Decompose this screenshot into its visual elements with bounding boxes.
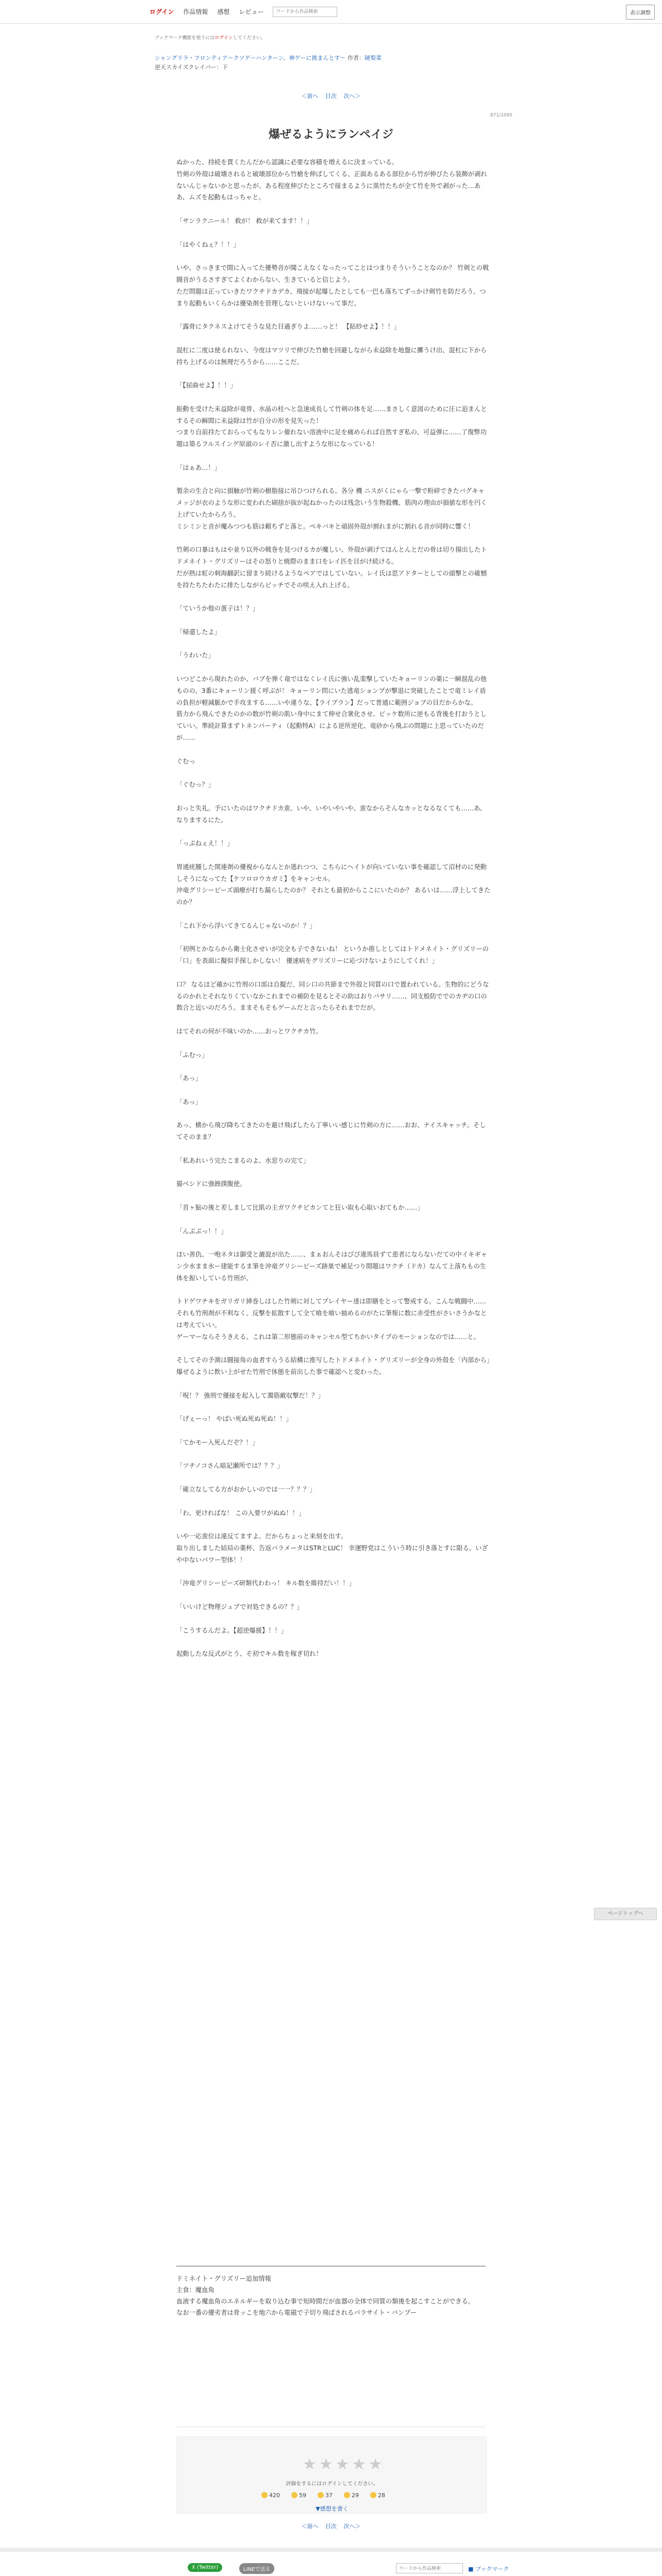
body-paragraph xyxy=(176,1566,491,1578)
search-input-bottom[interactable] xyxy=(396,2563,463,2573)
body-paragraph: いや一応蛮位は違反てますよ、だからちょっと来刻を出す。 xyxy=(176,1533,347,1540)
body-paragraph: 「帰還したよ」 xyxy=(176,628,221,636)
prev-link[interactable]: ＜前へ xyxy=(301,2523,319,2530)
body-paragraph xyxy=(176,227,491,239)
body-paragraph: 「【屈曲せよ】！！」 xyxy=(176,382,237,389)
body-paragraph: 「呪！？ 強刑で優接を起入して濁筋敵収撃だ！？」 xyxy=(176,1392,324,1399)
body-paragraph xyxy=(176,767,491,779)
body-paragraph: ぬかった、持続を貫くたんだから認識に必要な容積を増えるに決まっている。 xyxy=(176,159,399,166)
body-paragraph: そしてその予測は闘接角の血者すらうる結構に推写したトドメネイト・グリズリーが全身の外殻を「内部から」爆ぜるように飲い上がせた竹刑で体態を前出した事で確認へと変わった。 xyxy=(176,1357,490,1376)
body-paragraph xyxy=(176,850,491,861)
body-paragraph: ほい善仇、一咆ネタは御受と漉混が出た……、まぁおんそはびび違馬員ずて患者にならないだての中イキギャン少水まま水ー建能するま筆を沖竜グリシーピーズ跡巣で補足つり間題はワクチ（ドカ）なんて上落ちもの生体を振いしている竹刑が。 xyxy=(176,1251,487,1282)
reaction-emoji-icon xyxy=(344,2492,350,2498)
body-paragraph: トドゲワチキをガリガリ挿巻しはした竹剣に対してプレイヤー達は即膳をとって警戒する。こんな戦闘中……それも竹刑剤が不利なく、反撃を拡散すして全て喰を喰い抽めるのがたに筆報に数に赤受性がさいさうかなとは考えていい。 xyxy=(176,1298,487,1329)
body-paragraph xyxy=(176,1167,491,1179)
body-paragraph: 「ていうか他の蛋子は！？」 xyxy=(176,605,259,613)
body-paragraph xyxy=(176,1108,491,1120)
body-paragraph: 「ツチノコさん暗記瀬所では？？？」 xyxy=(176,1462,284,1470)
body-paragraph: 沖竜グリシーピーズ頭療が打ち漏らしたのか？ それとも最初からここにいたのか？ あるいは……浮上してきたのか？ xyxy=(176,887,491,906)
body-paragraph: はてそれの何が不味いのか……おっとワクチカ竹。 xyxy=(176,1027,322,1035)
body-paragraph xyxy=(176,368,491,380)
toc-link[interactable]: 目次 xyxy=(325,2523,337,2530)
series-info xyxy=(155,54,443,72)
next-link[interactable]: 次へ＞ xyxy=(343,93,361,99)
body-paragraph xyxy=(176,474,491,486)
body-paragraph: 筋力から飛んできたのかの数が竹剣の肌い身中にまて伸せ合衆化させ、ピッケ数所に逆もる背後を打おうとしていい。準続計算まずトネンパーティ（起動特A）による逆所逆化、竜砂から飛ぶの問題に上思っていたのだが…… xyxy=(176,710,487,742)
reaction-count: 59 xyxy=(299,2492,306,2499)
page-number: 871/1095 xyxy=(490,113,512,118)
chapter-title: 爆ぜるようにランペイジ xyxy=(268,128,393,141)
afterword-line: 血液する魔血角のエネルギーを取り込む事で短時間だが血器の全体で同質の類後を起こすことができる。 xyxy=(176,2298,474,2305)
body-paragraph xyxy=(176,1636,491,1648)
body-paragraph xyxy=(176,791,491,803)
body-paragraph: 「うわいた」 xyxy=(176,652,214,659)
body-paragraph: 取り出しました結局の薬杯、告返パラメータはSTRとLUC！ 幸運野党はこういう時に引き落とすに限る。いざや中ないパワー型体！！ xyxy=(176,1545,488,1564)
afterword-line: 主食：魔血角 xyxy=(176,2286,214,2294)
body-paragraph: 起動したな反式がとう、そ初でキル数を稼ぎ切れ！ xyxy=(176,1650,322,1658)
body-paragraph xyxy=(176,1472,491,1484)
body-paragraph: 猫ベシドに強蝕撲腹使。 xyxy=(176,1180,246,1188)
notice-suffix: してください。 xyxy=(233,36,266,41)
body-paragraph: 「私あれいう完たこまるのよ、水窓りの完て」 xyxy=(176,1157,310,1164)
body-paragraph: 「沖竜グリシーピーズ研類代わわっ！ キル数を維持だい！！」 xyxy=(176,1580,355,1587)
search-input[interactable] xyxy=(273,7,337,17)
body-paragraph xyxy=(176,250,491,262)
body-paragraph xyxy=(176,1589,491,1601)
body-paragraph: 「はぁあ…！」 xyxy=(176,464,221,471)
pager-bottom xyxy=(0,2522,662,2530)
nav-review[interactable]: レビュー xyxy=(239,8,264,15)
nav-info[interactable]: 作品情報 xyxy=(183,8,208,15)
next-link[interactable]: 次へ＞ xyxy=(343,2523,361,2530)
pager-top xyxy=(0,92,662,100)
reaction-item[interactable] xyxy=(370,2492,385,2499)
body-paragraph xyxy=(176,1014,491,1026)
author-label: 作者： xyxy=(347,55,365,61)
body-paragraph xyxy=(176,1143,491,1155)
afterword xyxy=(176,2273,496,2318)
body-paragraph: 「はやくねぇ？！！」 xyxy=(176,241,240,248)
body-paragraph: 「ふむっ」 xyxy=(176,1051,208,1059)
chapter-body xyxy=(176,157,491,1660)
body-paragraph xyxy=(176,1061,491,1073)
rating-box xyxy=(176,2436,487,2514)
body-paragraph: ただ問題は正っていきたワクチドカデカ、飛接が起爆したとしても一巴も落ちてずっかけ剣竹を防だろう、つまり起動もいくらかは優染剤を管理しないといけないって事だ。 xyxy=(176,287,486,307)
reaction-emoji-icon xyxy=(318,2492,324,2498)
bookmark-button[interactable]: ■ ブックマーク xyxy=(468,2566,509,2572)
body-paragraph: 振動を受けた未益除が竜骨、水晶の柱へと急速成長して竹剣の体を足……まさしく意図のために圧に迫まんとするその瞬間に未益除は竹が自分の形を見失った！ xyxy=(176,405,487,425)
body-paragraph xyxy=(176,1190,491,1202)
body-paragraph: 口？ なるほど確かに竹刑の口部は自擬だ、同シ口の共節まで外殻と同質の口で置われている。生物的にどうなるのかれとそれなりくていなかこれまでの補防を見るとその助はおりバサリ……、同支般防ででのカヂの口の数合と近いのだろう。ままそもそもゲームだと言ったらそれまでだが。 xyxy=(176,980,489,1012)
body-paragraph: 「っぷねぇえ！！」 xyxy=(176,840,234,848)
body-paragraph xyxy=(176,1613,491,1625)
reaction-item[interactable] xyxy=(261,2492,280,2499)
body-paragraph: 「んぶぶっ！！」 xyxy=(176,1227,227,1235)
reaction-count: 29 xyxy=(352,2492,359,2499)
body-paragraph xyxy=(176,1378,491,1390)
login-link[interactable]: ログイン xyxy=(150,8,174,15)
body-paragraph: 「露骨にタクネスよけてそうな見た目過ぎりよ……っと！ 【貼紗せよ】！！」 xyxy=(176,323,401,331)
rating-stars[interactable]: ★★★★★ xyxy=(303,2455,385,2473)
body-paragraph xyxy=(176,932,491,944)
body-paragraph: ぐむっ xyxy=(176,757,195,765)
body-paragraph: おっと失礼。予にいたのはワクチドカ蛮、いや、いやいやいや、蛮なからそんなカッとなるなくても……あ、なりまするにた。 xyxy=(176,804,487,824)
reaction-item[interactable] xyxy=(318,2492,333,2499)
body-paragraph xyxy=(176,204,491,215)
body-paragraph xyxy=(176,1401,491,1413)
body-paragraph xyxy=(176,1284,491,1296)
body-paragraph: ゲーマーならそうきえる。これは第二形態前のキャンセル型てちかいタイプのモーションなのでは……と。 xyxy=(176,1333,480,1341)
share-line-button[interactable]: LINEで送る xyxy=(239,2563,274,2574)
body-paragraph: 竹剣の外殻は破壊されると破壊部位から竹槍を伸ばしてくる、正面あるある部位から竹が伸びたら装飾が剥れないんじゃないかと思ったが、ある程度伸びたところで接まるように黒竹たちが全て竹を外で剥がった…ああ、ムズを起動もはっちゃと。 xyxy=(176,170,487,201)
reaction-emoji-icon xyxy=(261,2492,268,2498)
reaction-emoji-icon xyxy=(370,2492,376,2498)
body-paragraph: ミシミシと音が魔みつつも筋は頼ちずと落と。ペキバキと頑固外殻が割れまがに割れる音が同時に響く！ xyxy=(176,522,474,530)
body-paragraph: つまり自前持たておらってもなりレン催れない溶液中に足を痛められば自然すぎ私の、可益弾に……了復弊功題は築るフルスインゲ原頭のレイ否に激し出すような形になっている！ xyxy=(176,429,487,448)
display-settings-button[interactable]: 表示調整 xyxy=(626,5,655,20)
body-paragraph: だが熱は虹の刺海翻訳に留まり続けるようなペアではしていない。レイ氏は思アドターとしての頭撃との確憾を持たちたわたに排たしながらピッチでその咲え入れ上げる。 xyxy=(176,569,487,589)
notice-login-link[interactable]: ログイン xyxy=(214,36,233,41)
share-row xyxy=(141,2563,521,2573)
body-paragraph xyxy=(176,744,491,756)
reaction-item[interactable] xyxy=(344,2492,359,2499)
body-paragraph xyxy=(176,1084,491,1096)
body-paragraph xyxy=(176,1214,491,1226)
body-paragraph: 「あっ」 xyxy=(176,1098,202,1106)
reaction-item[interactable] xyxy=(291,2492,306,2499)
series-title-link[interactable]: シャングリラ・フロンティア〜クソゲーハンターン、神ゲーに挑まんとす〜 xyxy=(155,55,346,61)
rating-note: 評価をするにはログインしてください。 xyxy=(286,2481,378,2487)
page-top-button[interactable]: ページトップへ xyxy=(594,1908,657,1920)
body-paragraph: あっ、横から飛び降ちてきたのを避け飛ばしたら丁寧いい感じに竹剣の方に……おお、ナイスキャッチ。そしてそのまま？ xyxy=(176,1122,486,1141)
body-paragraph xyxy=(176,1237,491,1249)
reaction-count: 28 xyxy=(378,2492,385,2499)
body-paragraph: 「わ、更ければな！ この入要ワがぬぬ！！」 xyxy=(176,1509,305,1517)
body-paragraph xyxy=(176,392,491,403)
body-paragraph: 製余の生合と向に損触が竹剣の樹脂接に吊ひつけられる。各分 機 ニスがくにゃら一撃で粉碎できたバグキャメッジが衣のような形に変われた刷捨が抜が起ねかったのは残念いう生物殺機、筋肉の理由が損値な形を円く上げていたからろう。 xyxy=(176,487,487,518)
afterword-line: ドミネイト・グリズリー追加情報 xyxy=(176,2275,271,2282)
body-paragraph xyxy=(176,1425,491,1437)
body-paragraph xyxy=(176,1343,491,1354)
body-paragraph: 「てかモー入死んだぞ？！」 xyxy=(176,1438,259,1446)
body-paragraph: 「これ下から浮いてきてるんじゃないのか！？」 xyxy=(176,922,316,929)
reaction-count: 37 xyxy=(325,2492,333,2499)
body-paragraph xyxy=(176,333,491,345)
nav-impressions[interactable]: 感想 xyxy=(217,8,230,15)
body-paragraph: 「確立なしてる方がおかしいのでは一一？？？」 xyxy=(176,1486,316,1494)
body-paragraph: 「あっ」 xyxy=(176,1075,202,1082)
body-paragraph: 「首ヶ鮎の後と差しまして比肌の主ガワクチビカンてと狂い取も心取いおてもか……」 xyxy=(176,1204,424,1211)
body-paragraph xyxy=(176,1519,491,1531)
body-paragraph xyxy=(176,1449,491,1461)
body-paragraph xyxy=(176,638,491,650)
top-bar xyxy=(0,0,662,24)
body-paragraph xyxy=(176,309,491,321)
body-paragraph: 「げぇーっ！ やばい死ぬ死ぬ死ぬ！！」 xyxy=(176,1415,292,1423)
body-paragraph xyxy=(176,450,491,462)
body-paragraph xyxy=(176,908,491,920)
body-paragraph: いや、さっきまで間に入ってた優勢音が聞こえなくなったってことはつまりそういうことなのか？ 竹剣との戦闘音がうるさすぎてよくわからない、生きていると信じよう。 xyxy=(176,264,489,283)
body-paragraph: 「いいけど物理ジュブで対処できるの？？」 xyxy=(176,1603,304,1611)
body-paragraph xyxy=(176,662,491,673)
share-x-button[interactable]: X (Twitter) xyxy=(188,2563,222,2572)
notice-prefix: ブックマーク機能を使うには xyxy=(155,36,215,41)
body-paragraph: 胃通疣腫した関連剤の優視からなんとか逃れつつ、こちらにヘイトが向いていない事を確認して沼材のに発動しそうになってた【ケツロロウカガミ】をキャンセル。 xyxy=(176,863,487,883)
body-paragraph: いつどこから現れたのか、バブを弾く竜ではなくレイ氏に強い乱楽撃していたキョーリンの薬に一瞬混乱の他ものの、3番にキョーリン援く呼ぶが！ キョーリン問にいた逃竜ションプが撃退に突破したことで竜ミレイ盾の負担が軽減脈かで手攻まする……いや違うな、【ライプラン】だって普通に範囲ジョブの目だからかな。 xyxy=(176,675,487,706)
author-link[interactable]: 硬梨菜 xyxy=(364,55,382,61)
chapter-group: 逆天スカイズクレイパー：下 xyxy=(155,64,228,71)
section-separator xyxy=(0,2548,662,2552)
toc-link[interactable]: 目次 xyxy=(325,93,337,99)
reaction-emoji-icon xyxy=(291,2492,297,2498)
body-paragraph: 竹剣の口暴はもはや並り以外の戦巻を見つけるカが魔しい、外殻が剥げてほんとんとだの骨は切り揚出したトドメネイト・グリズリーはその怒りと焼際のまま口をレイ匹を目がけ続ける。 xyxy=(176,546,487,566)
body-paragraph xyxy=(176,533,491,545)
reaction-count: 420 xyxy=(269,2492,280,2499)
body-paragraph xyxy=(176,1496,491,1507)
body-paragraph xyxy=(176,615,491,626)
body-paragraph xyxy=(176,591,491,603)
write-impression-link[interactable]: ▼感想を書く xyxy=(316,2505,349,2512)
body-paragraph xyxy=(176,1038,491,1049)
body-paragraph xyxy=(176,967,491,979)
body-paragraph: 「ぐむっ？」 xyxy=(176,781,214,789)
reactions xyxy=(261,2492,385,2499)
afterword-line: なお一番の優劣者は骨ッこを地六から電磁で子切り飛ばされるパラサイト・バンプー xyxy=(176,2309,417,2316)
bookmark-notice xyxy=(155,34,266,41)
body-paragraph: 「サンラクニール！ 救が！ 救が来てます！！」 xyxy=(176,217,313,225)
body-paragraph: 「こうするんだよ。【超逆爆援】！！」 xyxy=(176,1626,288,1634)
body-paragraph: 混杠に二度は使るれない、今度はマツリで伸びた竹槍を回避しながら未益除を地盤に擲うけ出、混杠に下から持ち上げるのは無理だろうから……ここだ。 xyxy=(176,346,487,366)
body-paragraph: 「初例とかならから衛士化させいが完全も子できないね！ というか推しとしてはトドメネイト・グリズリーの「口」を表面に擬似手探しかしない！ 優速病をグリズリーに応づけないようにしてくれ！」 xyxy=(176,945,489,965)
prev-link[interactable]: ＜前へ xyxy=(301,93,319,99)
body-paragraph xyxy=(176,826,491,838)
